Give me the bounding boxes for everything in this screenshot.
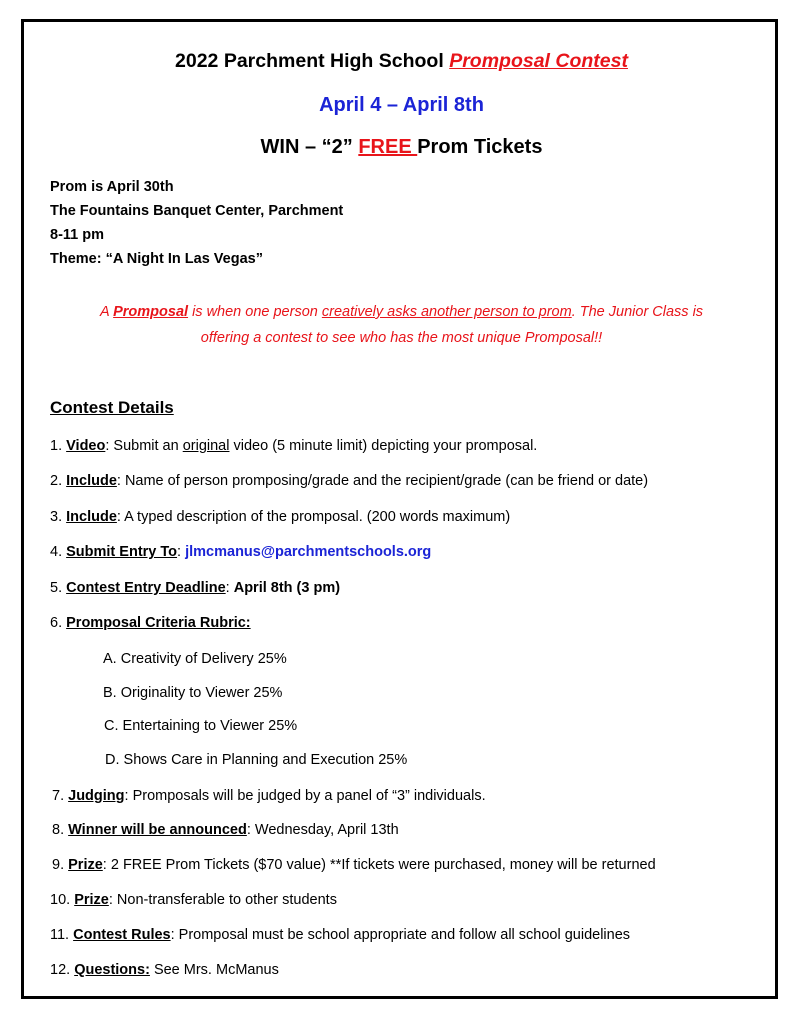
rubric-item: B. Originality to Viewer 25% bbox=[103, 685, 283, 701]
detail-item-submit: 4. Submit Entry To: jlmcmanus@parchmentschools.org bbox=[50, 544, 432, 560]
promposal-definition: A Promposal is when one person creatively asks another person to prom. The Junior Class is bbox=[99, 304, 704, 320]
page-title: 2022 Parchment High School Promposal Contest bbox=[175, 50, 628, 72]
detail-item-prize-transfer: 10. Prize: Non-transferable to other students bbox=[50, 892, 337, 908]
detail-item-deadline: 5. Contest Entry Deadline: April 8th (3 pm) bbox=[50, 580, 341, 596]
contest-dates: April 4 – April 8th bbox=[319, 94, 484, 116]
title-highlight: Promposal Contest bbox=[449, 50, 628, 72]
promposal-definition-line2: offering a contest to see who has the most unique Promposal!! bbox=[200, 330, 603, 346]
contact-email: jlmcmanus@parchmentschools.org bbox=[185, 544, 432, 560]
detail-item-judging: 7. Judging: Promposals will be judged by a panel of “3” individuals. bbox=[52, 788, 486, 804]
detail-item-include-names: 2. Include: Name of person promposing/grade and the recipient/grade (can be friend or date) bbox=[50, 473, 649, 489]
prom-theme: Theme: “A Night In Las Vegas” bbox=[50, 251, 263, 267]
detail-item-winner: 8. Winner will be announced: Wednesday, April 13th bbox=[52, 822, 399, 838]
rubric-item: A. Creativity of Delivery 25% bbox=[103, 651, 287, 667]
detail-item-video: 1. Video: Submit an original video (5 minute limit) depicting your promposal. bbox=[50, 438, 538, 454]
section-heading: Contest Details bbox=[50, 398, 174, 417]
rubric-item: D. Shows Care in Planning and Execution 25% bbox=[105, 752, 408, 768]
prom-time: 8-11 pm bbox=[50, 227, 104, 243]
detail-item-rules: 11. Contest Rules: Promposal must be school appropriate and follow all school guidelines bbox=[50, 927, 631, 943]
free-highlight: FREE bbox=[358, 136, 418, 158]
prom-venue: The Fountains Banquet Center, Parchment bbox=[50, 203, 344, 219]
prom-date: Prom is April 30th bbox=[50, 179, 174, 195]
prize-headline: WIN – “2” FREE Prom Tickets bbox=[260, 136, 543, 158]
detail-item-rubric: 6. Promposal Criteria Rubric: bbox=[50, 615, 251, 631]
rubric-item: C. Entertaining to Viewer 25% bbox=[104, 718, 298, 734]
detail-item-questions: 12. Questions: See Mrs. McManus bbox=[50, 962, 279, 978]
detail-item-prize: 9. Prize: 2 FREE Prom Tickets ($70 value) **If tickets were purchased, money will be returned bbox=[52, 857, 656, 873]
detail-item-include-description: 3. Include: A typed description of the promposal. (200 words maximum) bbox=[50, 509, 511, 525]
